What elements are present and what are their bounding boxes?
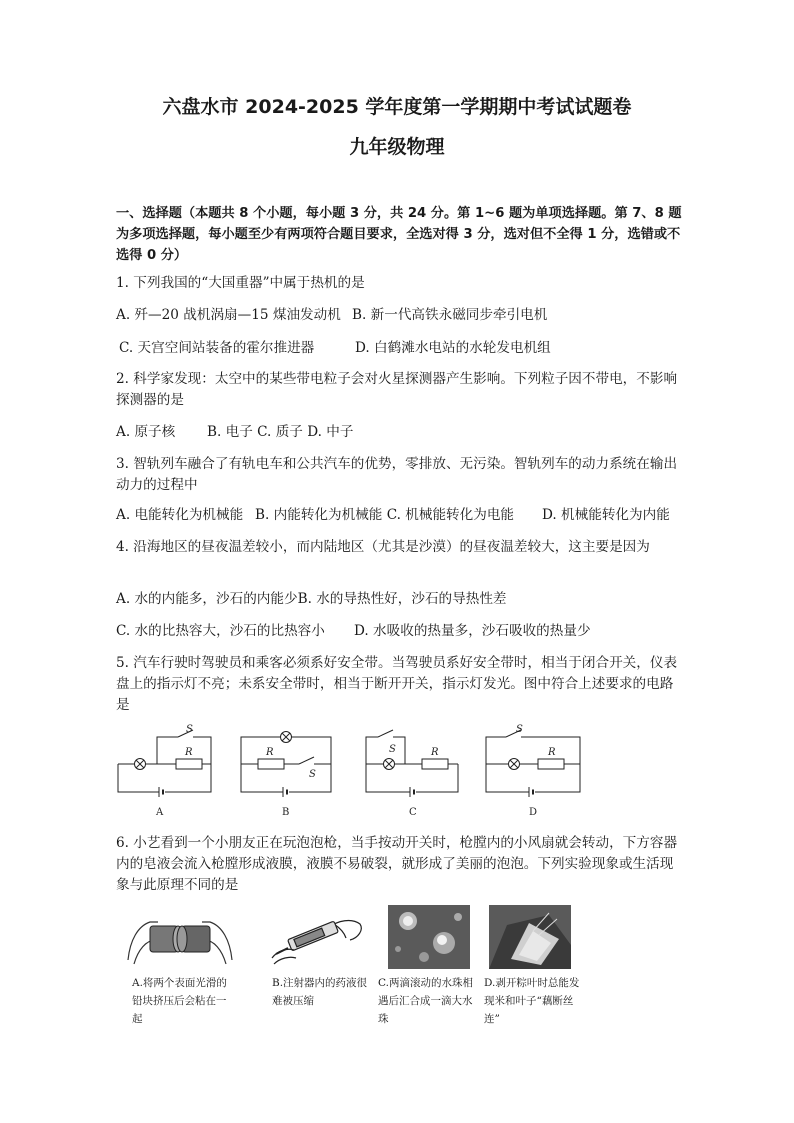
circuit-b-switch-label: S: [309, 769, 316, 780]
question-1-stem: 1. 下列我国的“大国重器”中属于热机的是: [116, 275, 365, 291]
circuit-a-switch-label: S: [186, 724, 193, 735]
question-6-stem: 6. 小艺看到一个小朋友正在玩泡泡枪，当手按动开关时，枪膛内的小风扇就会转动，下方容器内的皂液会流入枪膛形成液膜，液膜不易破裂，就形成了美丽的泡泡。下列实验现象或生活现象与此原理不同的是: [116, 835, 678, 893]
circuit-diagrams: [0, 722, 794, 822]
caption-b: B.注射器内的药液很难被压缩: [272, 977, 368, 1007]
q2-option-bcd: B. 电子 C. 质子 D. 中子: [207, 424, 354, 440]
circuit-d: [486, 730, 580, 797]
circuit-a-label: A: [156, 807, 164, 818]
circuit-c-switch-label: S: [389, 744, 396, 755]
exam-title: 六盘水市 2024-2025 学年度第一学期期中考试试题卷: [162, 96, 632, 118]
image-water-drops: [388, 905, 470, 969]
q3-option-a: A. 电能转化为机械能: [116, 507, 244, 523]
exam-subtitle: 九年级物理: [349, 136, 445, 158]
caption-d: D.剥开粽叶时总能发现米和叶子“藕断丝连”: [484, 977, 580, 1025]
circuit-a: [118, 730, 211, 797]
question-2-stem: 2. 科学家发现：太空中的某些带电粒子会对火星探测器产生影响。下列粒子因不带电，不影响探测器的是: [116, 371, 678, 408]
q3-option-bc: B. 内能转化为机械能 C. 机械能转化为电能: [255, 507, 515, 523]
circuit-c-resistor-label: R: [431, 747, 439, 758]
question-4-stem: 4. 沿海地区的昼夜温差较小，而内陆地区（尤其是沙漠）的昼夜温差较大，这主要是因为: [116, 539, 650, 555]
circuit-d-switch-label: S: [516, 724, 523, 735]
circuit-d-resistor-label: R: [548, 747, 556, 758]
circuit-b-resistor-label: R: [266, 747, 274, 758]
circuit-b: [241, 732, 331, 798]
q1-option-d: D. 白鹤滩水电站的水轮发电机组: [355, 340, 551, 356]
q4-option-c: C. 水的比热容大，沙石的比热容小: [116, 623, 325, 639]
q2-option-a: A. 原子核: [116, 424, 176, 440]
caption-c: C.两滴滚动的水珠相遇后汇合成一滴大水珠: [378, 977, 473, 1025]
q4-option-d: D. 水吸收的热量多，沙石吸收的热量少: [354, 623, 591, 639]
circuit-b-label: B: [282, 807, 290, 818]
image-lead-blocks: [120, 910, 240, 970]
section-heading: 一、选择题（本题共 8 个小题，每小题 3 分，共 24 分。第 1~6 题为单项选择题。第 7、8 题为多项选择题，每小题至少有两项符合题目要求，全选对得 3 分，选对但不全得 1 分，选错或不选得 0 分）: [116, 206, 682, 263]
q3-option-d: D. 机械能转化为内能: [542, 507, 670, 523]
image-zongzi: [489, 905, 571, 969]
circuit-d-label: D: [529, 807, 538, 818]
q4-option-ab: A. 水的内能多，沙石的内能少B. 水的导热性好，沙石的导热性差: [116, 591, 507, 607]
q1-option-a: A. 歼—20 战机涡扇—15 煤油发动机: [116, 307, 341, 323]
q1-option-c: C. 天宫空间站装备的霍尔推进器: [119, 340, 315, 356]
circuit-c: [366, 730, 458, 797]
question-3-stem: 3. 智轨列车融合了有轨电车和公共汽车的优势，零排放、无污染。智轨列车的动力系统在输出动力的过程中: [116, 456, 678, 493]
image-syringe: [268, 910, 368, 970]
question-5-stem: 5. 汽车行驶时驾驶员和乘客必须系好安全带。当驾驶员系好安全带时，相当于闭合开关，仪表盘上的指示灯不亮；未系安全带时，相当于断开开关，指示灯发光。图中符合上述要求的电路是: [116, 655, 678, 713]
q1-option-b: B. 新一代高铁永磁同步牵引电机: [352, 307, 548, 323]
circuit-a-resistor-label: R: [185, 747, 193, 758]
circuit-c-label: C: [409, 807, 417, 818]
caption-a: A.将两个表面光滑的铅块挤压后会粘在一起: [132, 977, 227, 1025]
